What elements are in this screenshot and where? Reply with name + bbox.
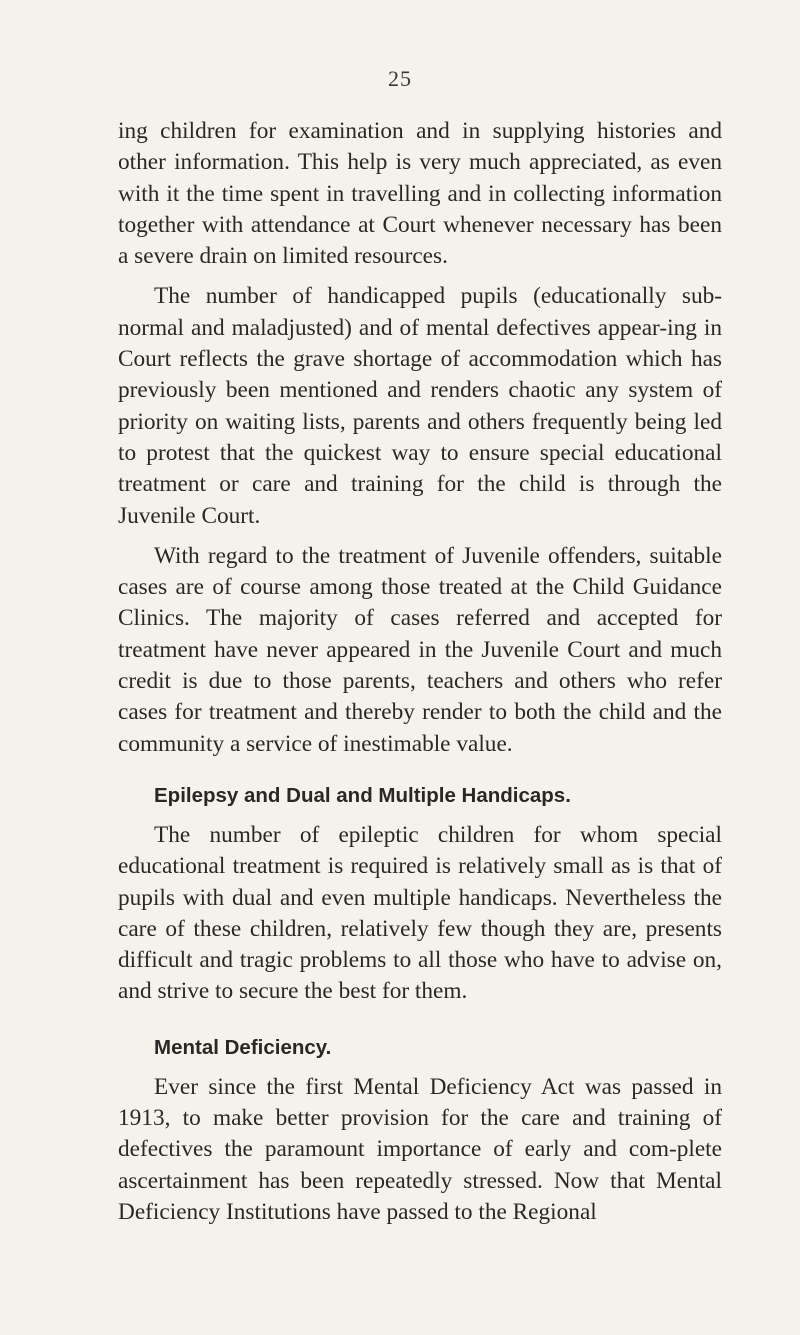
page-body: [118, 116, 722, 1237]
paragraph-court-assistance: ing children for examination and in supplying histories and other information. This help is very much appreciated, as even with it the time spent in travelling and in collecting information together with attendance at Court whenever necessary has been a severe drain on limited resources.: [118, 118, 722, 270]
section-heading-epilepsy: Epilepsy and Dual and Multiple Handicaps.: [154, 783, 571, 807]
paragraph-mental-deficiency: Ever since the first Mental Deficiency Act was passed in 1913, to make better provision for the care and training of defectives the paramount importance of early and com-plete ascertainment has been repeatedly stressed. Now that Mental Deficiency Institutions have passed to the Regional: [118, 1073, 722, 1225]
section-heading-mental-deficiency: Mental Deficiency.: [154, 1035, 332, 1059]
paragraph-handicapped-pupils: The number of handicapped pupils (educationally sub-normal and maladjusted) and of mental defectives appear-ing in Court reflects the grave shortage of accommodation which has previously been mentioned and renders chaotic any system of priority on waiting lists, parents and others frequently being led to protest that the quickest way to ensure special educational treatment or care and training for the child is through the Juvenile Court.: [118, 283, 722, 529]
paragraph-epilepsy: The number of epileptic children for whom special educational treatment is required is relatively small as is that of pupils with dual and even multiple handicaps. Nevertheless the care of these children, relatively few though they are, presents difficult and tragic problems to all those who have to advise on, and strive to secure the best for them.: [118, 821, 722, 1005]
paragraph-juvenile-offenders: With regard to the treatment of Juvenile offenders, suitable cases are of course among those treated at the Child Guidance Clinics. The majority of cases referred and accepted for treatment have never appeared in the Juvenile Court and much credit is due to those parents, teachers and others who refer cases for treatment and thereby render to both the child and the community a service of inestimable value.: [118, 542, 722, 757]
page-number: 25: [388, 66, 412, 91]
